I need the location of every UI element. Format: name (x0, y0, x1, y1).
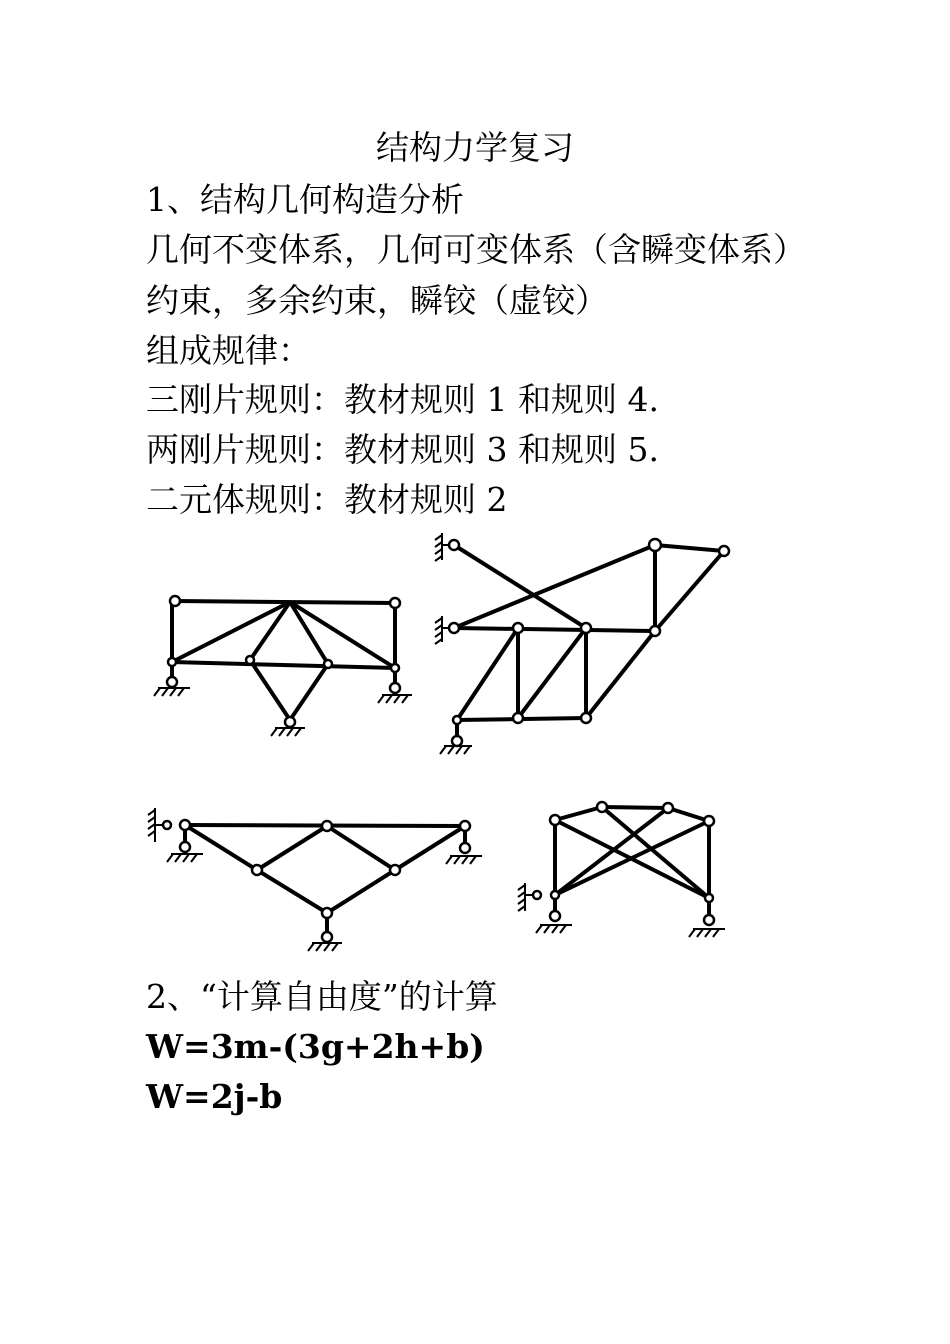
rule-three-rigid: 三刚片规则：教材规则 1 和规则 4. (146, 380, 659, 419)
concepts-line-1: 几何不变体系，几何可变体系（含瞬变体系） (146, 230, 806, 269)
concepts-line-2: 约束，多余约束，瞬铰（虚铰） (146, 281, 608, 320)
formula-1: W=3m-(3g+2h+b) (146, 1027, 485, 1066)
figure-truss-4 (515, 795, 750, 955)
rule-binary: 二元体规则：教材规则 2 (146, 480, 508, 519)
figure-truss-1 (150, 580, 420, 740)
document-title: 结构力学复习 (376, 128, 574, 167)
section-1-heading: 1、结构几何构造分析 (146, 180, 464, 219)
rule-two-rigid: 两刚片规则：教材规则 3 和规则 5. (146, 430, 659, 469)
figure-truss-3 (145, 800, 490, 960)
formula-2: W=2j-b (146, 1077, 283, 1116)
rules-heading: 组成规律： (146, 331, 311, 370)
section-2-heading: 2、“计算自由度”的计算 (146, 977, 498, 1016)
figure-truss-2 (430, 530, 750, 760)
